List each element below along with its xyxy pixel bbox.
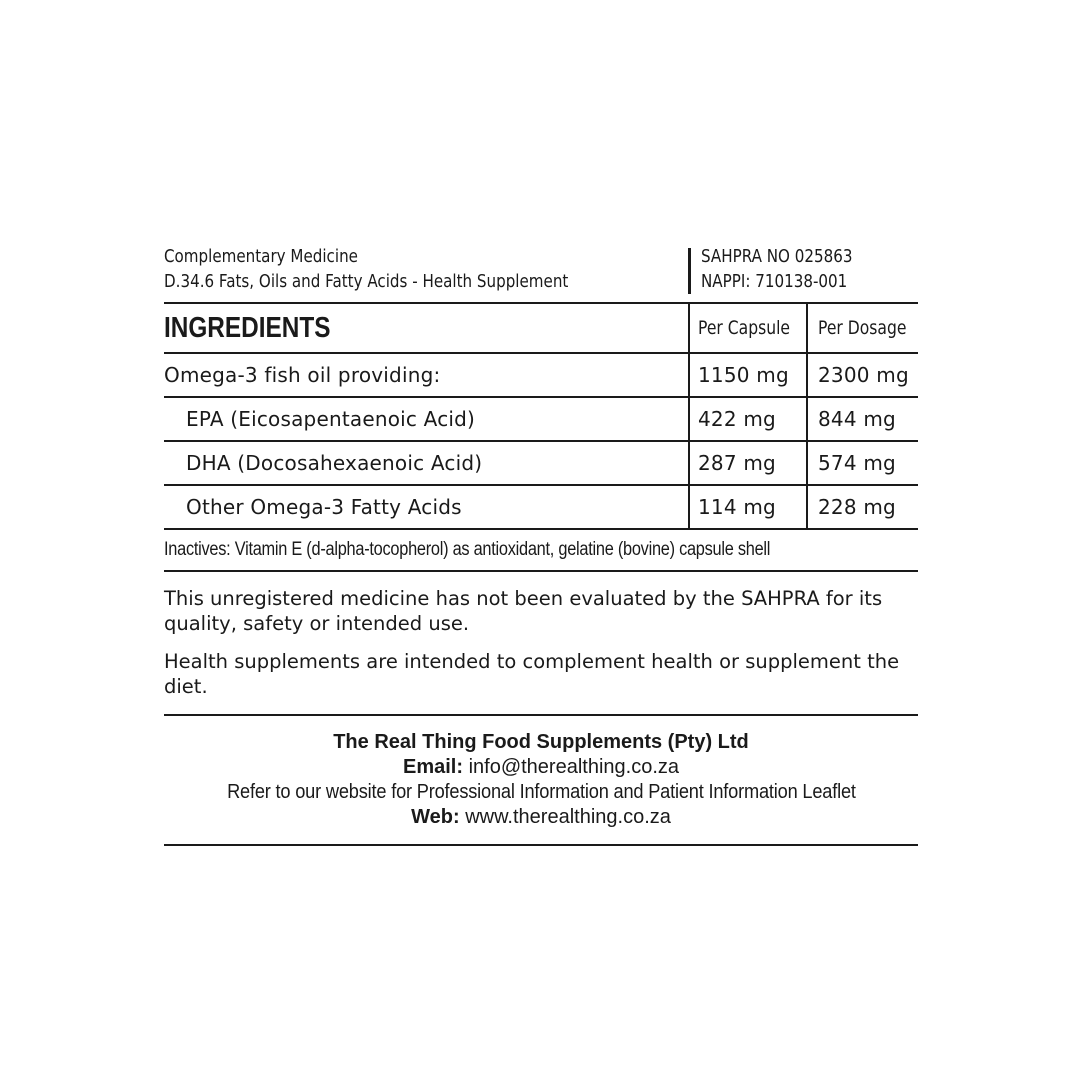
ingredient-name: Omega-3 fish oil providing: [164, 363, 441, 387]
category-text: Complementary Medicine [164, 246, 358, 267]
per-dosage-value: 844 mg [806, 398, 918, 440]
company-name: The Real Thing Food Supplements (Pty) Ltd [333, 731, 749, 753]
per-dosage-value: 574 mg [806, 442, 918, 484]
supplement-label [164, 244, 918, 846]
per-capsule-value: 1150 mg [688, 354, 805, 396]
website-link[interactable]: www.therealthing.co.za [465, 806, 671, 828]
per-dosage-value: 228 mg [806, 486, 918, 528]
per-capsule-header: Per Capsule [698, 317, 791, 339]
per-dosage-value: 2300 mg [806, 354, 918, 396]
table-row [164, 398, 918, 442]
table-row [164, 354, 918, 398]
nappi-code: NAPPI: 710138-001 [701, 271, 848, 292]
sahpra-disclaimer: This unregistered medicine has not been evaluated by the SAHPRA for its quality, safety or intended use. [164, 587, 883, 635]
web-line [164, 805, 918, 830]
per-capsule-value: 287 mg [688, 442, 805, 484]
registration-block [701, 244, 852, 294]
ingredients-title: INGREDIENTS [164, 311, 331, 344]
ingredient-name: Other Omega-3 Fatty Acids [186, 495, 462, 519]
classification-block [164, 244, 568, 294]
company-info [164, 716, 918, 844]
inactives-row [164, 530, 918, 572]
web-label: Web: [411, 806, 460, 828]
table-row [164, 442, 918, 486]
company-bottom-rule [164, 844, 918, 846]
classification-text: D.34.6 Fats, Oils and Fatty Acids - Health Supplement [164, 271, 569, 292]
email-line [164, 755, 918, 780]
ingredient-name: EPA (Eicosapentaenoic Acid) [186, 407, 476, 431]
email-label: Email: [402, 756, 464, 778]
header-divider [688, 248, 691, 294]
table-row [164, 486, 918, 530]
per-capsule-value: 114 mg [688, 486, 805, 528]
email-address[interactable]: info@therealthing.co.za [468, 756, 680, 778]
sahpra-number: SAHPRA NO 025863 [701, 246, 853, 267]
per-dosage-header: Per Dosage [818, 317, 907, 339]
table-header-row [164, 304, 918, 354]
per-capsule-value: 422 mg [688, 398, 805, 440]
ingredients-table [164, 304, 918, 572]
health-supplement-disclaimer: Health supplements are intended to complement health or supplement the diet. [164, 650, 900, 698]
inactives-text: Inactives: Vitamin E (d-alpha-tocopherol) as antioxidant, gelatine (bovine) capsule shell [164, 539, 771, 560]
ingredient-name: DHA (Docosahexaenoic Acid) [186, 451, 483, 475]
refer-text: Refer to our website for Professional Information and Patient Information Leaflet [226, 781, 856, 803]
refer-line [164, 780, 918, 805]
label-header [164, 244, 918, 302]
